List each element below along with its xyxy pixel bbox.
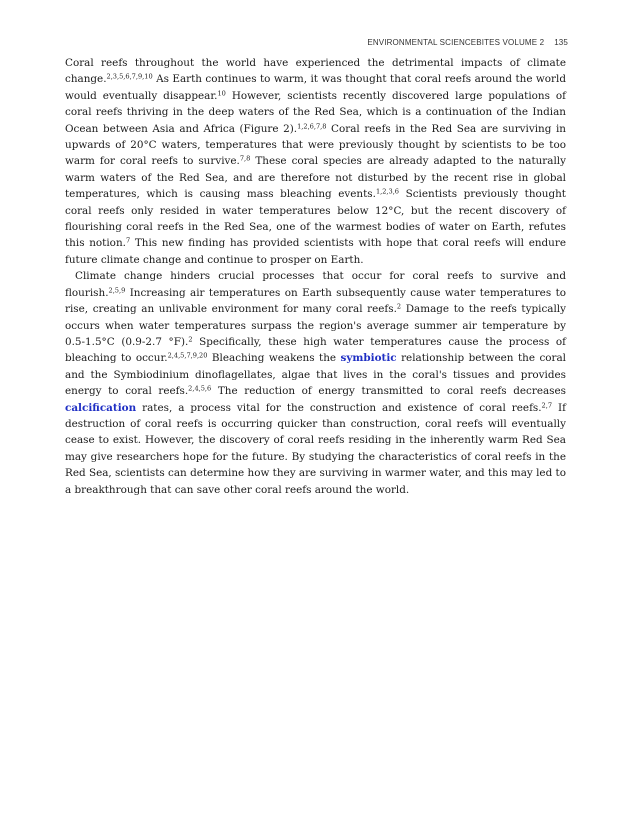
text-run: Scientists previously thought coral reefs only resided in water temperatures below 12°C, but the recent discovery of flourishing coral reefs in the Red Sea, one of the warmest bodies of water on Earth, refutes this notion. <box>65 188 566 250</box>
citation-superscript: 1,2,6,7,8 <box>297 122 327 131</box>
text-run: Climate change hinders crucial processes that occur for coral reefs to survive and flourish. <box>65 270 566 299</box>
paragraph <box>65 55 566 268</box>
text-run: As Earth continues to warm, it was thought that coral reefs around the world would eventually disappear. <box>65 73 566 102</box>
citation-superscript: 1,2,3,6 <box>375 187 400 196</box>
text-run: Coral reefs in the Red Sea are surviving in upwards of 20°C waters, temperatures that were previously thought by scientists to be too warm for coral reefs to survive. <box>65 122 566 168</box>
citation-superscript: 2,4,5,7,9,20 <box>167 351 208 360</box>
citation-superscript: 10 <box>217 89 226 98</box>
glossary-term-symbiotic[interactable]: symbiotic <box>340 352 397 365</box>
text-run: Damage to the reefs typically occurs when water temperatures surpass the region's average summer air temperature by 0.5-1.5°C (0.9-2.7 °F). <box>65 303 566 348</box>
citation-superscript: 7,8 <box>239 154 251 163</box>
citation-superscript: 2,3,5,6,7,9,10 <box>106 72 153 81</box>
text-run: Bleaching weakens the <box>207 352 341 365</box>
paragraph <box>65 268 566 498</box>
text-run: The reduction of energy transmitted to coral reefs decreases <box>211 385 566 398</box>
citation-superscript: 2,7 <box>541 400 553 409</box>
page-number: 135 <box>554 38 568 47</box>
journal-title: ENVIRONMENTAL SCIENCEBITES VOLUME 2 <box>367 38 545 47</box>
article-body <box>65 55 566 498</box>
citation-superscript: 7 <box>125 236 131 245</box>
text-run: Increasing air temperatures on Earth subsequently cause water temperatures to rise, creating an unlivable environment for many coral reefs. <box>65 286 566 316</box>
citation-superscript: 2 <box>188 335 193 344</box>
glossary-term-calcification[interactable]: calcification <box>65 401 137 414</box>
citation-superscript: 2,4,5,6 <box>188 384 212 393</box>
text-run: relationship between the coral and the Symbiodinium dinoflagellates, algae that lives in the coral's tissues and provides energy to coral reefs. <box>65 352 567 398</box>
text-run: Coral reefs throughout the world have experienced the detrimental impacts of climate change. <box>65 57 566 86</box>
text-run: If destruction of coral reefs is occurring quicker than construction, coral reefs will eventually cease to exist. However, the discovery of coral reefs residing in the inherently warm Red Sea may give researchers hope for the future. By studying the characteristics of coral reefs in the Red Sea, scientists can determine how they are surviving in warmer water, and this may led to a breakthrough that can save other coral reefs around the world. <box>65 401 566 496</box>
text-run: This new finding has provided scientists with hope that coral reefs will endure future climate change and continue to prosper on Earth. <box>65 237 566 266</box>
citation-superscript: 2,5,9 <box>108 286 126 295</box>
text-run: These coral species are already adapted to the naturally warm waters of the Red Sea, and are therefore not disturbed by the recent rise in global temperatures, which is causing mass bleaching events. <box>65 155 566 201</box>
citation-superscript: 2 <box>396 302 402 311</box>
running-header <box>367 38 568 47</box>
text-run: rates, a process vital for the construction and existence of coral reefs. <box>136 401 542 414</box>
text-run: However, scientists recently discovered large populations of coral reefs thriving in the deep waters of the Red Sea, which is a continuation of the Indian Ocean between Asia and Africa (Figure 2). <box>65 89 567 135</box>
text-run: Specifically, these high water temperatures cause the process of bleaching to occur. <box>65 335 566 365</box>
